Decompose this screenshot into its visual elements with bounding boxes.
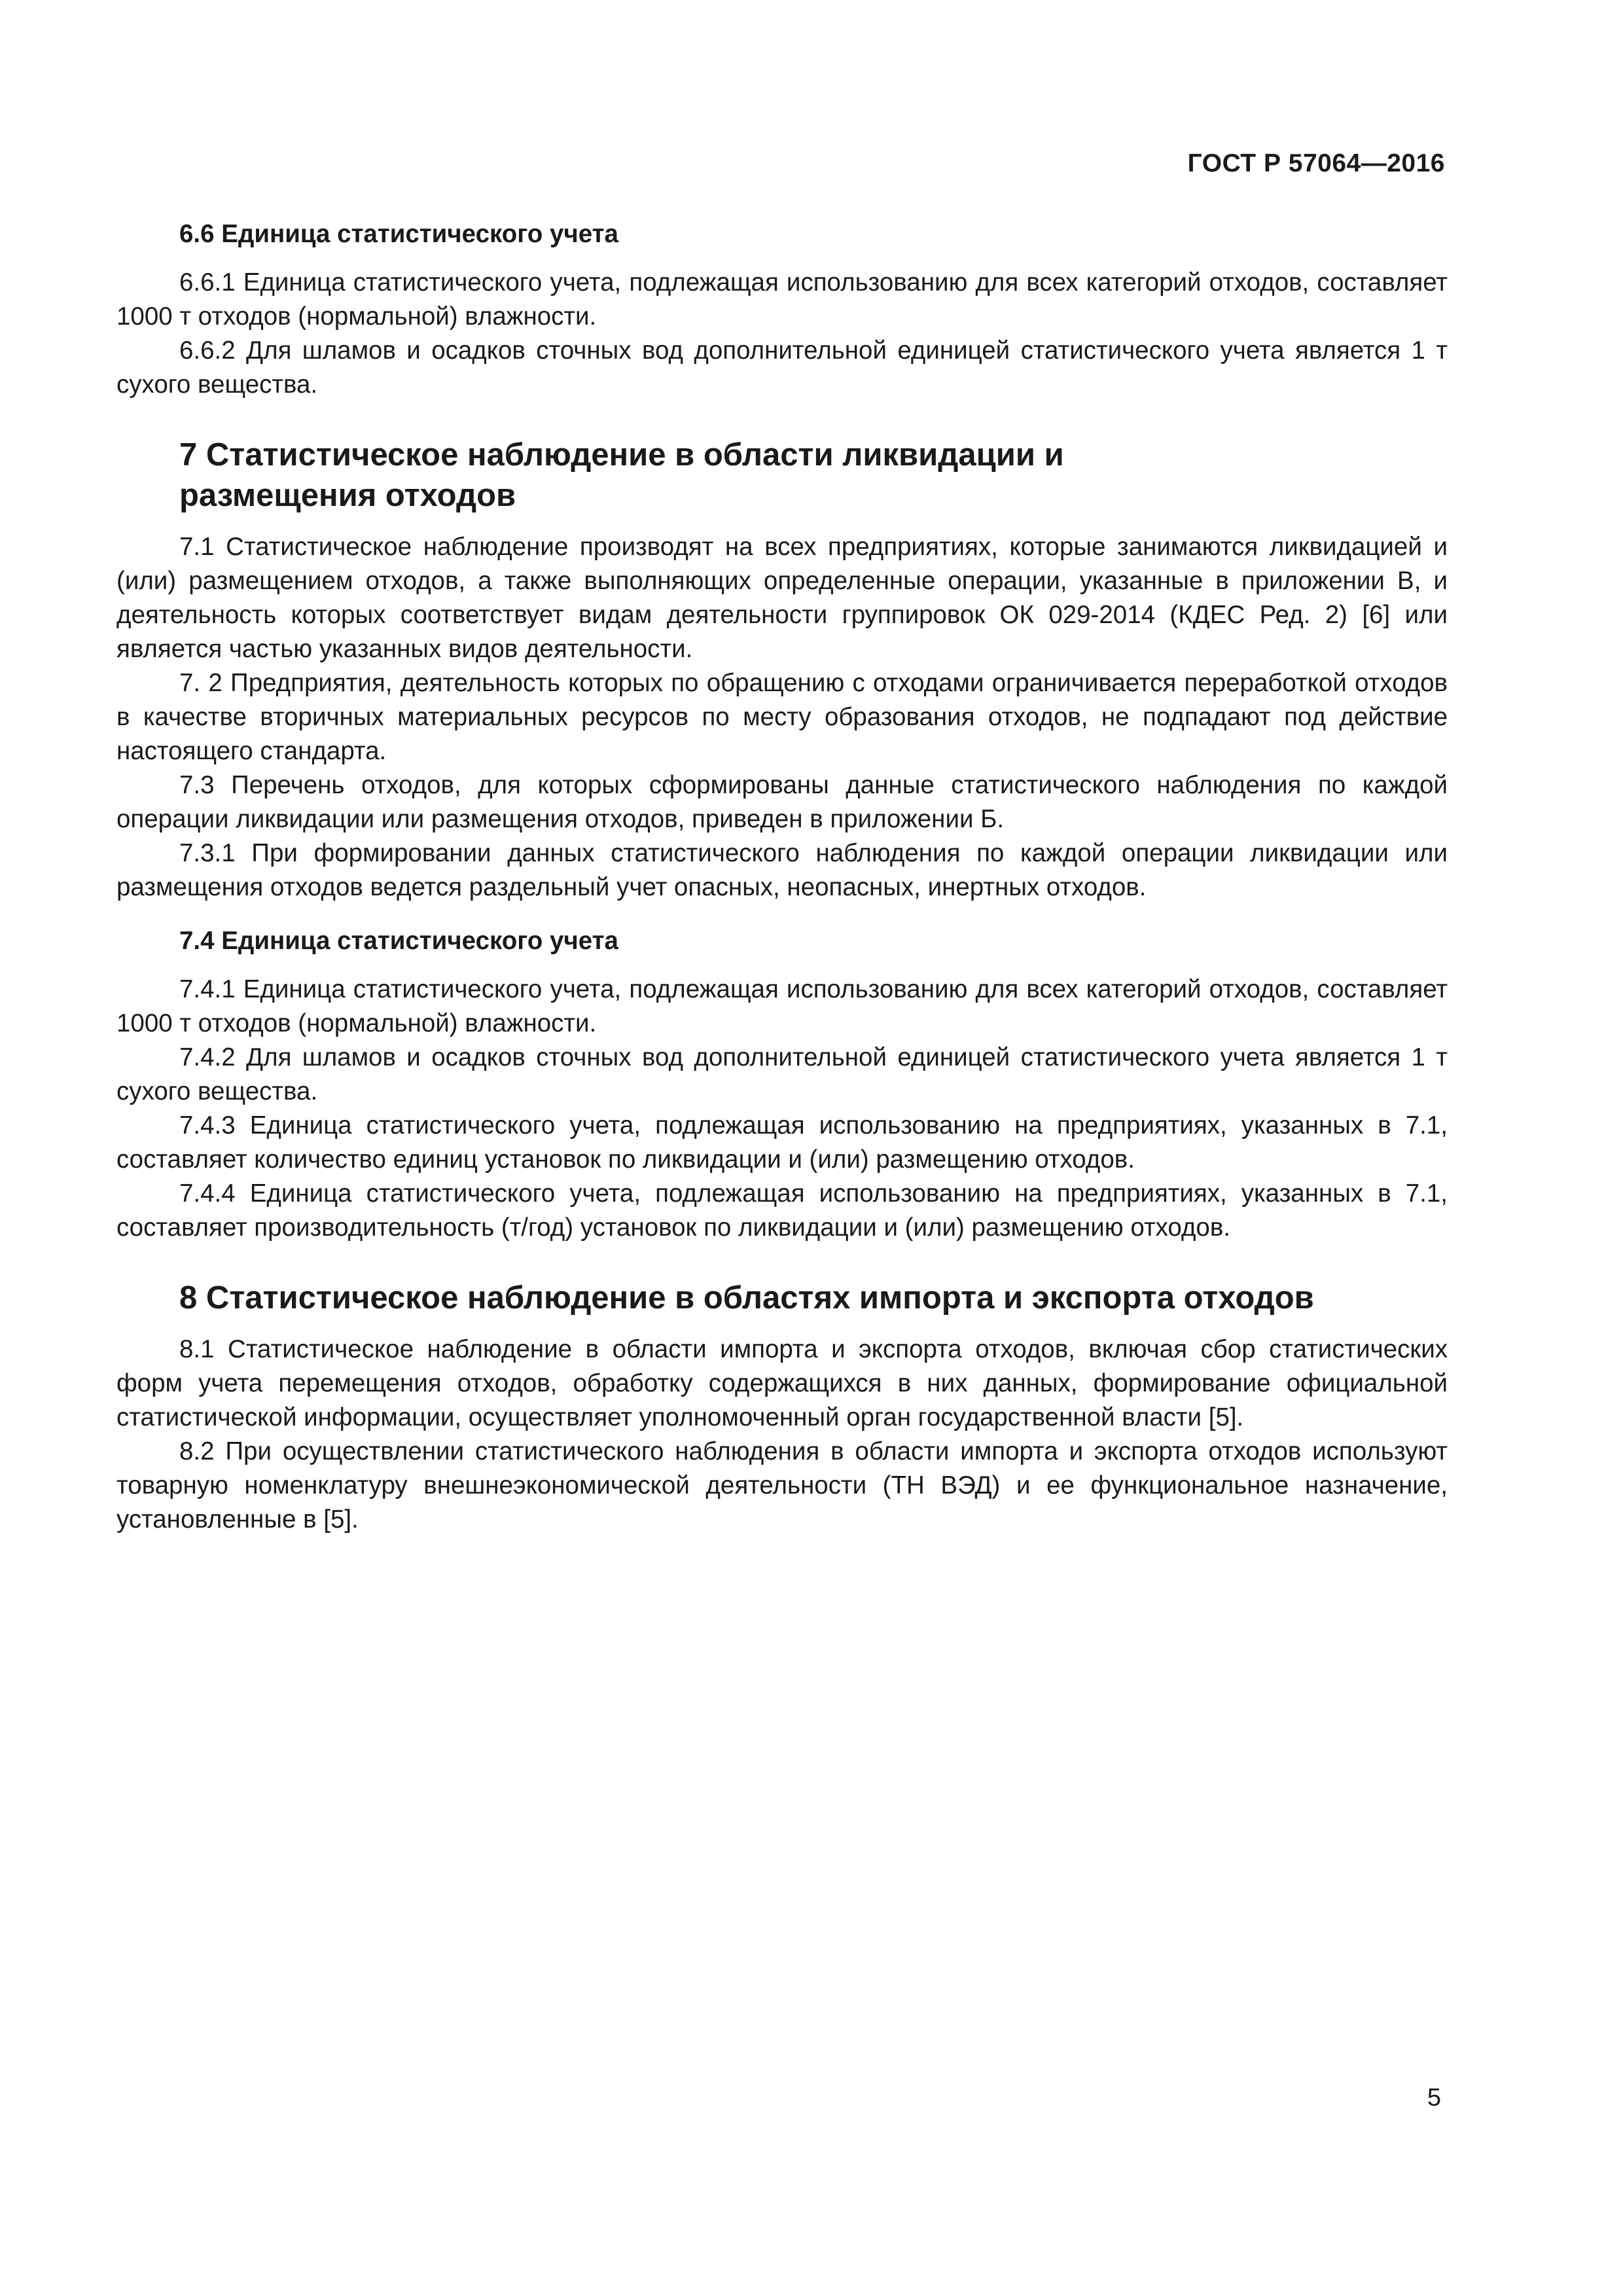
paragraph-7-3: 7.3 Перечень отходов, для которых сформированы данные статистического наблюдения по каждой операции ликвидации или размещения отходов, приведен в приложении Б.	[116, 771, 1448, 833]
page-number: 5	[1427, 2084, 1441, 2111]
section-title-7: 7 Статистическое наблюдение в области ликвидации и размещения отходов	[179, 437, 1064, 513]
paragraph-7-4-1: 7.4.1 Единица статистического учета, подлежащая использованию для всех категорий отходов, составляет 1000 т отходов (нормальной) влажности.	[116, 975, 1448, 1037]
document-body	[116, 217, 1448, 1537]
paragraph-8-1: 8.1 Статистическое наблюдение в области импорта и экспорта отходов, включая сбор статистических форм учета перемещения отходов, обработку содержащихся в них данных, формирование официальной статистической информации, осуществляет уполномоченный орган государственной власти [5].	[116, 1335, 1448, 1431]
paragraph-7-4-4: 7.4.4 Единица статистического учета, подлежащая использованию на предприятиях, указанных в 7.1, составляет производительность (т/год) установок по ликвидации и (или) размещению отходов.	[116, 1179, 1448, 1242]
paragraph-7-4-2: 7.4.2 Для шламов и осадков сточных вод дополнительной единицей статистического учета является 1 т сухого вещества.	[116, 1043, 1448, 1105]
paragraph-6-6-1: 6.6.1 Единица статистического учета, подлежащая использованию для всех категорий отходов, составляет 1000 т отходов (нормальной) влажности.	[116, 268, 1448, 331]
paragraph-7-3-1: 7.3.1 При формировании данных статистического наблюдения по каждой операции ликвидации или размещения отходов ведется раздельный учет опасных, неопасных, инертных отходов.	[116, 839, 1448, 901]
document-code-header: ГОСТ Р 57064—2016	[1187, 149, 1445, 177]
section-title-8: 8 Статистическое наблюдение в областях импорта и экспорта отходов	[179, 1280, 1314, 1316]
subsection-title-6-6: 6.6 Единица статистического учета	[179, 220, 618, 248]
subsection-title-7-4: 7.4 Единица статистического учета	[179, 927, 618, 955]
paragraph-7-2: 7. 2 Предприятия, деятельность которых по обращению с отходами ограничивается переработкой отходов в качестве вторичных материальных ресурсов по месту образования отходов, не подпадают под действие настоящего стандарта.	[116, 669, 1448, 765]
paragraph-7-4-3: 7.4.3 Единица статистического учета, подлежащая использованию на предприятиях, указанных в 7.1, составляет количество единиц установок по ликвидации и (или) размещению отходов.	[116, 1111, 1448, 1174]
paragraph-6-6-2: 6.6.2 Для шламов и осадков сточных вод дополнительной единицей статистического учета является 1 т сухого вещества.	[116, 336, 1448, 399]
paragraph-8-2: 8.2 При осуществлении статистического наблюдения в области импорта и экспорта отходов используют товарную номенклатуру внешнеэкономической деятельности (ТН ВЭД) и ее функциональное назначение, установленные в [5].	[116, 1437, 1448, 1534]
paragraph-7-1: 7.1 Статистическое наблюдение производят на всех предприятиях, которые занимаются ликвидацией и (или) размещением отходов, а также выполняющих определенные операции, указанные в приложении В, и деятельность которых соответствует видам деятельности группировок ОК 029-2014 (КДЕС Ред. 2) [6] или является частью указанных видов деятельности.	[116, 533, 1448, 663]
